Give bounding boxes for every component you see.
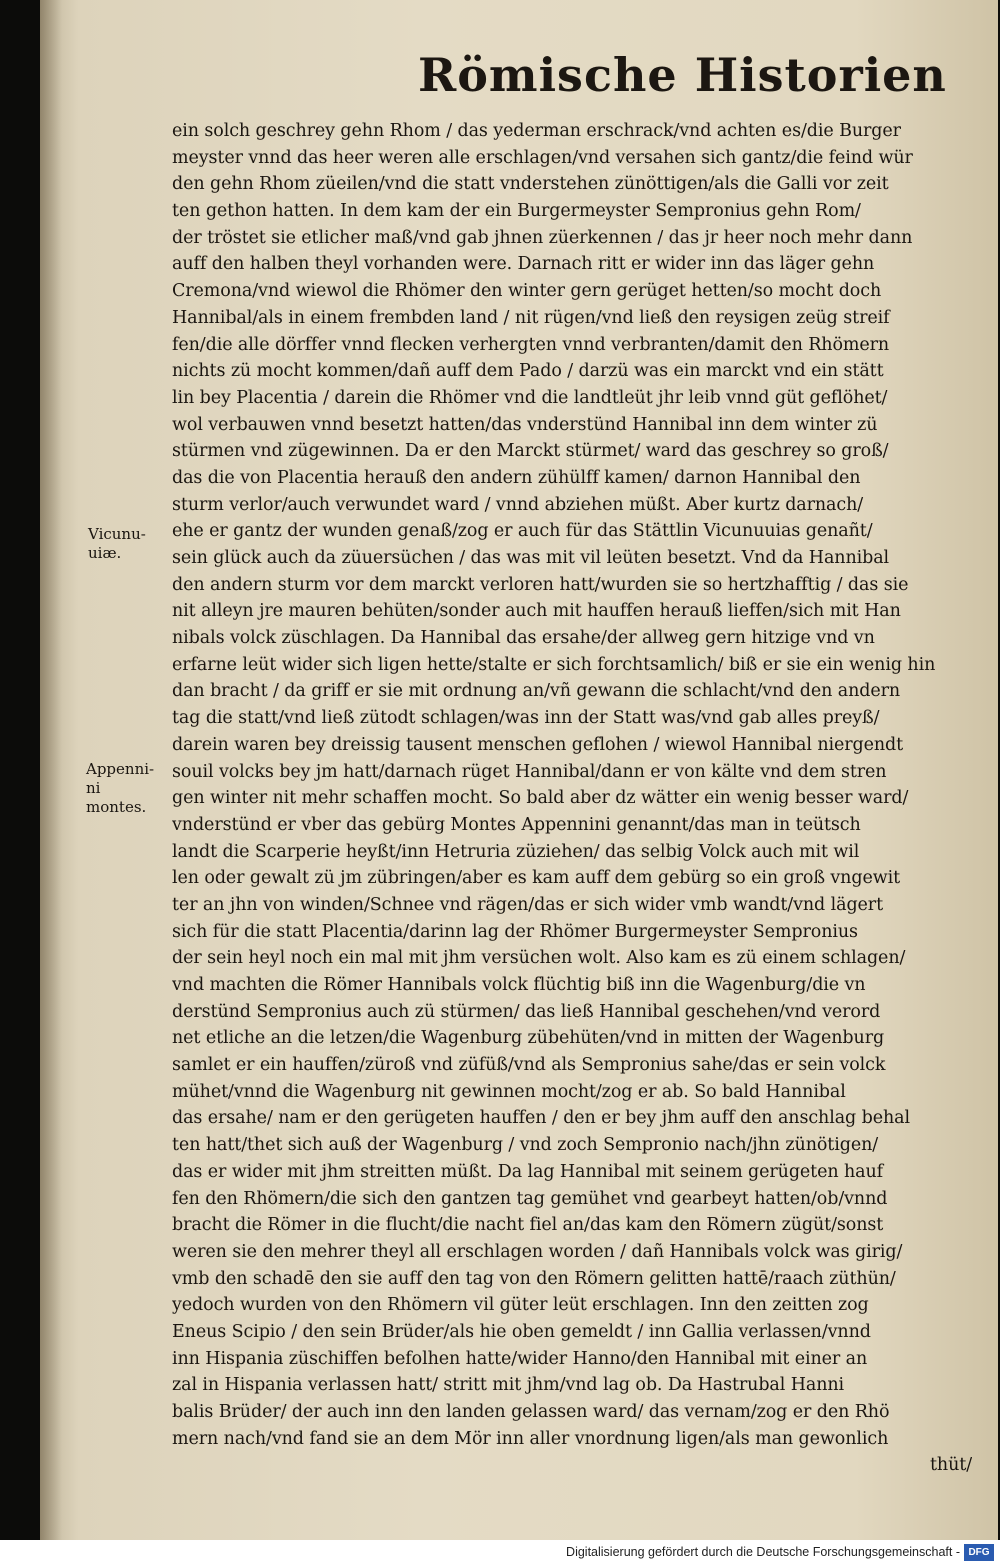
book-page (40, 0, 998, 1540)
text-line: ter an jhn von winden/Schnee vnd rägen/das er sich wider vmb wandt/vnd lägert (172, 894, 884, 915)
text-line: das ersahe/ nam er den gerügeten hauffen / den er bey jhm auff den anschlag behal (172, 1108, 910, 1129)
text-line: tag die statt/vnd ließ zütodt schlagen/was inn der Statt was/vnd gab alles preyß/ (172, 708, 880, 729)
text-line: nichts zü mocht kommen/dañ auff dem Pado / darzü was ein marckt vnd ein stätt (172, 361, 884, 382)
text-line: erfarne leüt wider sich ligen hette/stalte er sich forchtsamlich/ biß er sie ein wenig hin (172, 654, 936, 675)
text-line: mühet/vnnd die Wagenburg nit gewinnen mocht/zog er ab. So bald Hannibal (172, 1081, 846, 1102)
text-line: gen winter nit mehr schaffen mocht. So bald aber dz wätter ein wenig besser ward/ (172, 788, 909, 809)
text-line: weren sie den mehrer theyl all erschlagen worden / dañ Hannibals volck was girig/ (172, 1241, 903, 1262)
text-line: den gehn Rhom züeilen/vnd die statt vnderstehen zünöttigen/als die Galli vor zeit (172, 174, 889, 195)
text-line: derstünd Sempronius auch zü stürmen/ das ließ Hannibal geschehen/vnd verord (172, 1001, 881, 1022)
text-line: meyster vnnd das heer weren alle erschlagen/vnd versahen sich gantz/die feind wür (172, 147, 913, 168)
text-line: vmb den schadē den sie auff den tag von den Römern gelitten hattē/raach züthün/ (172, 1268, 896, 1289)
text-line: yedoch wurden von den Rhömern vil güter leüt erschlagen. Inn den zeitten zog (172, 1295, 869, 1316)
text-line: dan bracht / da griff er sie mit ordnung an/vñ gewann die schlacht/vnd den andern (172, 681, 901, 702)
text-line: fen/die alle dörffer vnnd flecken verhergten vnnd verbranten/damit den Rhömern (172, 334, 890, 355)
text-line: das er wider mit jhm streitten müßt. Da lag Hannibal mit seinem gerügeten hauf (172, 1161, 884, 1182)
text-line: mern nach/vnd fand sie an dem Mör inn aller vnordnung ligen/als man gewonlich (172, 1428, 889, 1449)
text-line: ten hatt/thet sich auß der Wagenburg / vnd zoch Sempronio nach/jhn zünötigen/ (172, 1135, 879, 1156)
text-line: sturm verlor/auch verwundet ward / vnnd abziehen müßt. Aber kurtz darnach/ (172, 494, 864, 515)
text-line: ten gethon hatten. In dem kam der ein Burgermeyster Sempronius gehn Rom/ (172, 201, 861, 222)
text-line: auff den halben theyl vorhanden were. Darnach ritt er wider inn das läger gehn (172, 254, 875, 275)
text-line: wol verbauwen vnnd besetzt hatten/das vnderstünd Hannibal inn dem winter zü (172, 414, 878, 435)
text-line: vnderstünd er vber das gebürg Montes Appennini genannt/das man in teütsch (172, 814, 861, 835)
text-line: zal in Hispania verlassen hatt/ stritt mit jhm/vnd lag ob. Da Hastrubal Hanni (172, 1375, 845, 1396)
text-line: sein glück auch da züuersüchen / das was mit vil leüten besetzt. Vnd da Hannibal (172, 548, 890, 568)
text-line: lin bey Placentia / darein die Rhömer vnd die landtleüt jhr leib vnnd güt geflöhet/ (172, 387, 888, 408)
text-line: Hannibal/als in einem frembden land / nit rügen/vnd ließ den reysigen zeüg streif (172, 307, 890, 328)
footer-credit: Digitalisierung gefördert durch die Deutsche Forschungsgemeinschaft - (566, 1545, 960, 1559)
text-line: der tröstet sie etlicher maß/vnd gab jhnen züerkennen / das jr heer noch mehr dann (172, 227, 913, 248)
text-line: net etliche an die letzen/die Wagenburg zübehüten/vnd in mitten der Wagenburg (172, 1028, 885, 1049)
text-line: inn Hispania züschiffen befolhen hatte/wider Hanno/den Hannibal mit einer an (172, 1348, 868, 1369)
digitization-footer (0, 1540, 1000, 1566)
text-line: ehe er gantz der wunden genaß/zog er auch für das Stättlin Vicunuuias genañt/ (172, 521, 873, 542)
text-line: nit alleyn jre mauren behüten/sonder auch mit hauffen herauß lieffen/sich mit Han (172, 601, 901, 622)
text-line: Eneus Scipio / den sein Brüder/als hie oben gemeldt / inn Gallia verlassen/vnnd (172, 1321, 871, 1342)
dfg-logo-icon: DFG (964, 1544, 994, 1561)
text-line: fen den Rhömern/die sich den gantzen tag gemühet vnd gearbeyt hatten/ob/vnnd (172, 1188, 888, 1209)
text-line: bracht die Römer in die flucht/die nacht fiel an/das kam den Römern zügüt/sonst (172, 1215, 884, 1236)
text-line: das die von Placentia herauß den andern zühülff kamen/ darnon Hannibal den (172, 467, 861, 488)
text-line: sich für die statt Placentia/darinn lag der Rhömer Burgermeyster Sempronius (172, 921, 858, 942)
text-line: len oder gewalt zü jm zübringen/aber es kam auff dem gebürg so ein groß vngewit (172, 868, 901, 889)
marginal-note-vicunuviae: Vicunu- uiæ. (88, 525, 146, 562)
body-text (172, 118, 972, 1479)
text-line: ein solch geschrey gehn Rhom / das yederman erschrack/vnd achten es/die Burger (172, 121, 901, 141)
text-line: Cremona/vnd wiewol die Rhömer den winter gern gerüget hetten/so mocht doch (172, 281, 882, 302)
text-line: samlet er ein hauffen/züroß vnd züfüß/vnd als Sempronius sahe/das er sein volck (172, 1055, 886, 1076)
text-line: nibals volck züschlagen. Da Hannibal das ersahe/der allweg gern hitzige vnd vn (172, 628, 875, 649)
text-line: landt die Scarperie heyßt/inn Hetruria züziehen/ das selbig Volck auch mit wil (172, 841, 860, 862)
text-line: vnd machten die Römer Hannibals volck flüchtig biß inn die Wagenburg/die vn (172, 975, 866, 995)
marginal-note-appennini: Appenni- ni montes. (86, 760, 155, 816)
text-line: darein waren bey dreissig tausent menschen geflohen / wiewol Hannibal niergendt (172, 734, 904, 755)
running-title: Römische Historien (418, 48, 947, 102)
text-line: der sein heyl noch ein mal mit jhm versüchen wolt. Also kam es zü einem schlagen/ (172, 948, 906, 969)
text-line: souil volcks bey jm hatt/darnach rüget Hannibal/dann er von kälte vnd dem stren (172, 761, 887, 782)
text-line: stürmen vnd zügewinnen. Da er den Marckt stürmet/ ward das geschrey so groß/ (172, 441, 889, 462)
text-line: den andern sturm vor dem marckt verloren hatt/wurden sie so hertzhafftig / das sie (172, 574, 909, 595)
text-line: balis Brüder/ der auch inn den landen gelassen ward/ das vernam/zog er den Rhö (172, 1402, 890, 1422)
text-line: thüt/ (929, 1455, 972, 1476)
